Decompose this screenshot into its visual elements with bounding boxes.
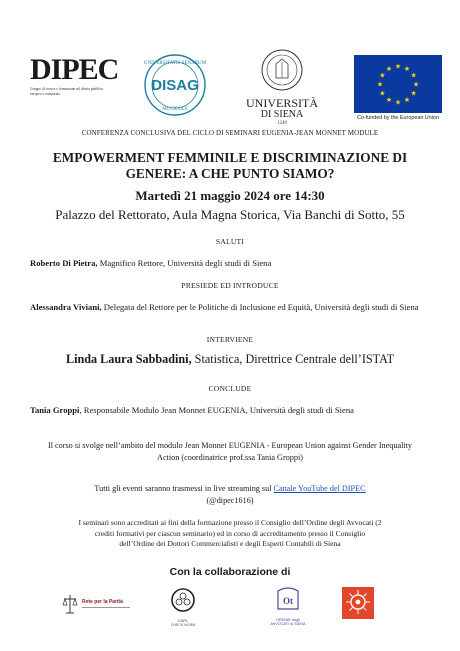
ordine-emblem-icon xyxy=(270,587,306,613)
speaker-name: Alessandra Viviani, xyxy=(30,302,102,312)
eu-flag xyxy=(354,55,442,113)
disag-logo xyxy=(142,52,208,118)
dipec-logo-caption: Gruppo di ricerca e formazione sul diritto pubblico europeo e comparato xyxy=(30,87,104,96)
rete-parita-label: Rete per la Parità xyxy=(82,599,123,605)
speaker-presiede xyxy=(30,301,440,313)
accreditation-note xyxy=(0,518,460,550)
ordine-label: ORDINE degli AVVOCATI di SIENA xyxy=(270,618,306,627)
eu-star-icon: ★ xyxy=(410,89,417,98)
section-heading-conclude: CONCLUDE xyxy=(208,384,252,393)
speaker-saluti xyxy=(30,257,440,269)
youtube-channel-link[interactable]: Canale YouTube del DIPEC xyxy=(273,484,366,493)
eu-caption: Co-funded by the European Union xyxy=(357,115,439,121)
section-heading-presiede: PRESIEDE ED INTRODUCE xyxy=(181,281,279,290)
speaker-name: Linda Laura Sabbadini, xyxy=(65,352,192,366)
rete-parita-rule xyxy=(82,607,130,608)
speaker-interviene xyxy=(0,352,460,367)
unisi-name-line2: DI SIENA xyxy=(260,109,304,120)
event-venue: Palazzo del Rettorato, Aula Magna Storica, Via Banchi di Sotto, 55 xyxy=(55,207,405,222)
page-title xyxy=(0,150,460,182)
title-line-2: GENERE: A CHE PUNTO SIAMO? xyxy=(125,166,335,181)
speaker-name: Roberto Di Pietra, xyxy=(30,258,98,268)
speaker-role: Magnifico Rettore, Università degli studi di Siena xyxy=(97,258,272,268)
eu-star-icon: ★ xyxy=(410,71,417,80)
eu-star-icon: ★ xyxy=(385,64,393,73)
cafl-emblem-icon xyxy=(166,587,200,613)
course-note-line-2: Action (coordinatrice prof.ssa Tania Groppi) xyxy=(157,452,303,462)
unisi-logo xyxy=(243,48,321,128)
svg-text:Ot: Ot xyxy=(283,596,293,606)
unisi-year: 1240 xyxy=(277,121,287,126)
streaming-note xyxy=(0,483,460,506)
eu-star-icon: ★ xyxy=(376,80,384,89)
sunburst-icon xyxy=(342,587,374,619)
conference-line: CONFERENZA CONCLUSIVA DEL CICLO DI SEMINARI EUGENIA-JEAN MONNET MODULE xyxy=(81,129,379,137)
speaker-conclude xyxy=(30,404,440,416)
accreditation-line-1: I seminari sono accreditati ai fini della formazione presso il Consiglio dell’Ordine degli Avvocati (2 xyxy=(78,518,382,527)
svg-text:DISAG: DISAG xyxy=(151,77,199,94)
svg-text:MCCXXXX: MCCXXXX xyxy=(162,107,188,112)
speaker-role: Statistica, Direttrice Centrale dell’ISTAT xyxy=(191,352,395,366)
eu-logo xyxy=(354,55,442,125)
streaming-handle: (@dipec1616) xyxy=(206,495,254,505)
cafl-logo xyxy=(166,587,200,627)
dipec-logo xyxy=(30,53,119,113)
eu-star-icon: ★ xyxy=(394,62,402,71)
eu-star-icon: ★ xyxy=(379,71,386,80)
speaker-role: Delegata del Rettore per le Politiche di Inclusione ed Equità, Università degli studi di Siena xyxy=(101,302,419,312)
unisi-seal-icon xyxy=(243,48,321,92)
collaboration-heading: Con la collaborazione di xyxy=(169,566,291,578)
cafl-sub: CHECK NORM xyxy=(170,623,196,627)
disag-seal-icon xyxy=(142,52,208,118)
svg-text:UNIVERSITATIS SENARUM: UNIVERSITATIS SENARUM xyxy=(143,61,207,66)
cafl-label: CAFL xyxy=(177,618,189,623)
accreditation-line-2: crediti formativi per ciascun seminario) ed in corso di accreditamento presso il Consiglio xyxy=(94,528,366,538)
course-note-line-1: Il corso si svolge nell’ambito del modulo Jean Monnet EUGENIA - European Union against Gender Inequality xyxy=(47,441,413,450)
unisi-name-line1: UNIVERSITÀ xyxy=(246,96,318,110)
course-note xyxy=(0,440,460,463)
speaker-name: Tania Groppi xyxy=(30,405,80,415)
speaker-role: , Responsabile Modulo Jean Monnet EUGENIA, Università degli studi di Siena xyxy=(79,405,354,415)
section-heading-interviene: INTERVIENE xyxy=(206,335,254,344)
eu-star-icon: ★ xyxy=(403,95,411,104)
streaming-text: Tutti gli eventi saranno trasmessi in live streaming sul xyxy=(94,484,274,493)
eu-star-icon: ★ xyxy=(379,89,386,98)
section-heading-saluti: SALUTI xyxy=(215,237,245,246)
eu-star-icon: ★ xyxy=(385,95,393,104)
title-line-1: EMPOWERMENT FEMMINILE E DISCRIMINAZIONE DI xyxy=(52,150,408,165)
eu-star-icon: ★ xyxy=(394,98,402,107)
eu-stars-icon xyxy=(354,55,442,113)
accreditation-line-3: dell’Ordine dei Dottori Commercialisti e degli Esperti Contabili di Siena xyxy=(119,539,341,548)
eu-star-icon: ★ xyxy=(403,64,411,73)
dipec-logo-text: DIPEC xyxy=(30,53,119,86)
eu-star-icon: ★ xyxy=(412,80,420,89)
event-date: Martedì 21 maggio 2024 ore 14:30 xyxy=(135,188,325,203)
orange-emblem-logo xyxy=(342,587,374,619)
ordine-avvocati-logo xyxy=(270,587,306,627)
scales-icon xyxy=(62,593,78,615)
